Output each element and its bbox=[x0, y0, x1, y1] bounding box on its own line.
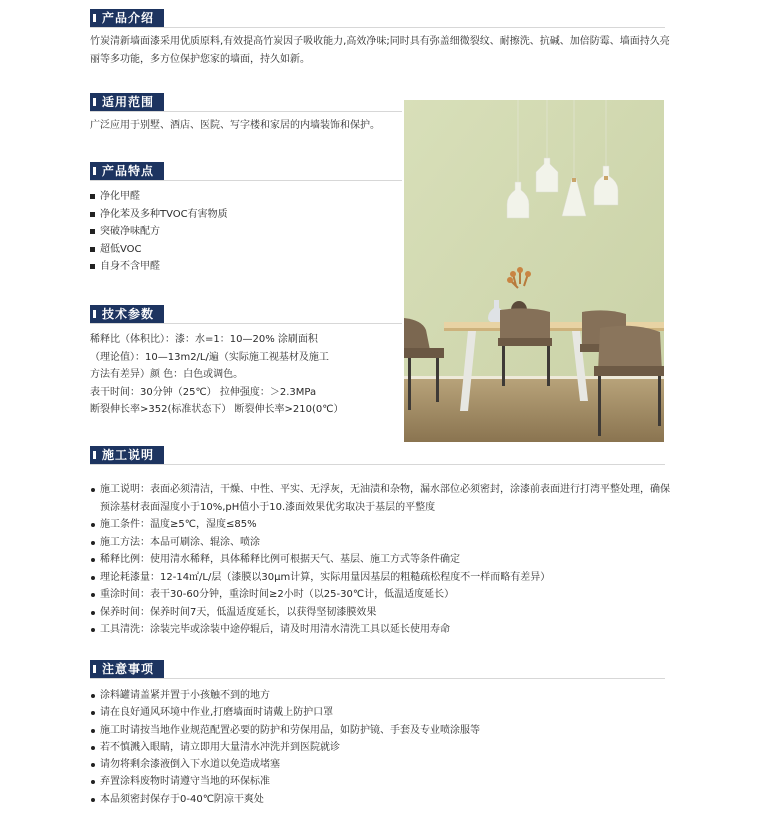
list-item: 保养时间：保养时间7天，低温适度延长，以获得坚韧漆膜效果 bbox=[90, 604, 670, 622]
features-divider bbox=[90, 180, 402, 181]
list-item: 自身不含甲醛 bbox=[90, 258, 228, 276]
list-item: 工具清洗：涂装完毕或涂装中途停辊后，请及时用清水清洗工具以延长使用寿命 bbox=[90, 621, 670, 639]
list-item: 请在良好通风环境中作业,打磨墙面时请戴上防护口罩 bbox=[90, 704, 670, 721]
construction-list bbox=[90, 481, 670, 639]
tech-line: 稀释比（体积比）：漆：水=1：10—20% 涂刷面积 bbox=[90, 334, 318, 345]
list-item: 突破净味配方 bbox=[90, 223, 228, 241]
list-item: 施工时请按当地作业规范配置必要的防护和劳保用品，如防护镜、手套及专业喷涂服等 bbox=[90, 722, 670, 739]
notes-divider bbox=[90, 678, 665, 679]
construction-divider bbox=[90, 464, 665, 465]
list-item: 施工条件：温度≥5℃，湿度≤85% bbox=[90, 516, 670, 534]
list-item: 稀释比例：使用清水稀释，具体稀释比例可根据天气、基层、施工方式等条件确定 bbox=[90, 551, 670, 569]
list-item: 施工说明：表面必须清洁，干燥、中性、平实、无浮灰，无油渍和杂物，漏水部位必须密封，涂漆前表面进行打湾平整处理，确保预涂基材表面湿度小于10%,pH值小于10.漆面效果优劣取决于基层的平整度 bbox=[90, 481, 670, 516]
list-item: 请勿将剩余漆液倒入下水道以免造成堵塞 bbox=[90, 756, 670, 773]
list-item: 理论耗漆量：12-14㎡/L/层（漆膜以30μm计算，实际用量因基层的粗糙疏松程度不一样而略有差异） bbox=[90, 569, 670, 587]
list-item: 弃置涂料废物时请遵守当地的环保标准 bbox=[90, 773, 670, 790]
scope-divider bbox=[90, 111, 402, 112]
scope-text: 广泛应用于别墅、酒店、医院、写字楼和家居的内墙装饰和保护。 bbox=[90, 120, 380, 131]
tech-params bbox=[90, 331, 395, 419]
features-list bbox=[90, 188, 228, 276]
room-photo bbox=[404, 100, 664, 442]
list-item: 净化甲醛 bbox=[90, 188, 228, 206]
tech-heading: 技术参数 bbox=[90, 305, 164, 323]
tech-line: 表干时间：30分钟（25℃） 拉伸强度：＞2.3MPa bbox=[90, 386, 317, 398]
tech-line: 方法有差异）颜 色：白色或调色。 bbox=[90, 369, 244, 380]
intro-heading: 产品介绍 bbox=[90, 9, 164, 27]
notes-heading: 注意事项 bbox=[90, 660, 164, 678]
floor bbox=[404, 378, 664, 442]
list-item: 超低VOC bbox=[90, 241, 228, 259]
list-item: 重涂时间：表干30-60分钟，重涂时间≥2小时（以25-30℃计，低温适度延长） bbox=[90, 586, 670, 604]
tech-line: （理论值）：10—13m2/L/遍（实际施工视基材及施工 bbox=[90, 351, 329, 363]
list-item: 涂料罐请盖紧并置于小孩触不到的地方 bbox=[90, 687, 670, 704]
construction-heading: 施工说明 bbox=[90, 446, 164, 464]
tech-divider bbox=[90, 323, 402, 324]
list-item: 净化苯及多种TVOC有害物质 bbox=[90, 206, 228, 224]
tech-line: 断裂伸长率>352(标准状态下） 断裂伸长率>210(0℃） bbox=[90, 404, 344, 415]
scope-heading: 适用范围 bbox=[90, 93, 164, 111]
list-item: 本品须密封保存于0-40℃阴凉干爽处 bbox=[90, 791, 670, 808]
features-heading: 产品特点 bbox=[90, 162, 164, 180]
notes-list bbox=[90, 687, 670, 808]
list-item: 若不慎溅入眼睛，请立即用大量清水冲洗并到医院就诊 bbox=[90, 739, 670, 756]
intro-text: 竹炭清新墙面漆采用优质原料,有效提高竹炭因子吸收能力,高效净味;同时具有弥盖细微裂纹、耐擦洗、抗碱、加倍防霉、墙面持久亮丽等多功能，多方位保护您家的墙面，持久如新。 bbox=[90, 36, 670, 65]
list-item: 施工方法：本品可刷涂、辊涂、喷涂 bbox=[90, 534, 670, 552]
intro-divider bbox=[90, 27, 665, 28]
